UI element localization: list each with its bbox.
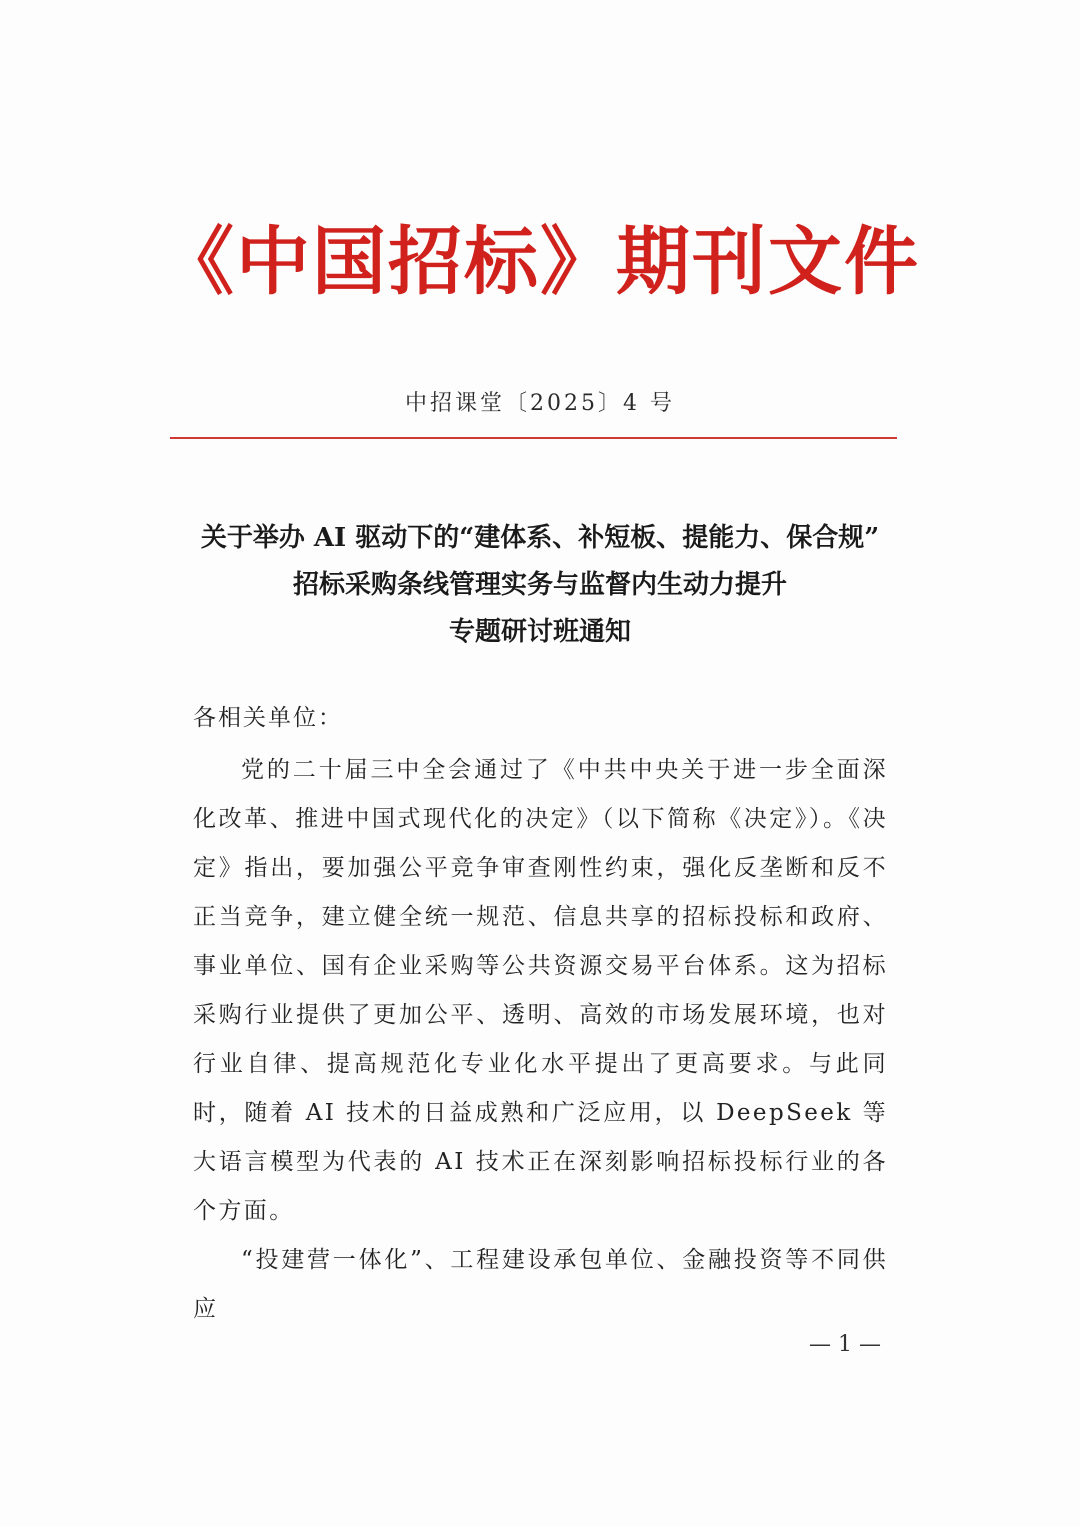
title-line-1: 关于举办 AI 驱动下的“建体系、补短板、提能力、保合规” [200,523,880,553]
paragraph: 党的二十届三中全会通过了《中共中央关于进一步全面深化改革、推进中国式现代化的决定》（以下简称《决定》）。《决定》指出，要加强公平竞争审查刚性约束，强化反垄断和反不正当竞争，建立健全统一规范、信息共享的招标投标和政府、事业单位、国有企业采购等公共资源交易平台体系。这为招标采购行业提供了更加公平、透明、高效的市场发展环境，也对行业自律、提高规范化专业化水平提出了更高要求。与此同时，随着 AI 技术的日益成熟和广泛应用，以 DeepSeek 等大语言模型为代表的 AI 技术正在深刻影响招标投标行业的各个方面。 [193,757,888,1224]
page-number: — 1 — [809,1332,881,1357]
paragraph: “投建营一体化”、工程建设承包单位、金融投资等不同供应 [193,1247,888,1322]
notice-title [0,515,1080,656]
salutation: 各相关单位： [193,705,343,731]
document-number: 中招课堂〔2025〕4 号 [405,391,675,416]
title-line-2: 招标采购条线管理实务与监督内生动力提升 [292,570,787,600]
red-divider-line [170,437,897,439]
title-line-3: 专题研讨班通知 [448,617,631,647]
body-text [193,746,888,1334]
masthead-title: 《中国招标》期刊文件 [160,219,920,305]
